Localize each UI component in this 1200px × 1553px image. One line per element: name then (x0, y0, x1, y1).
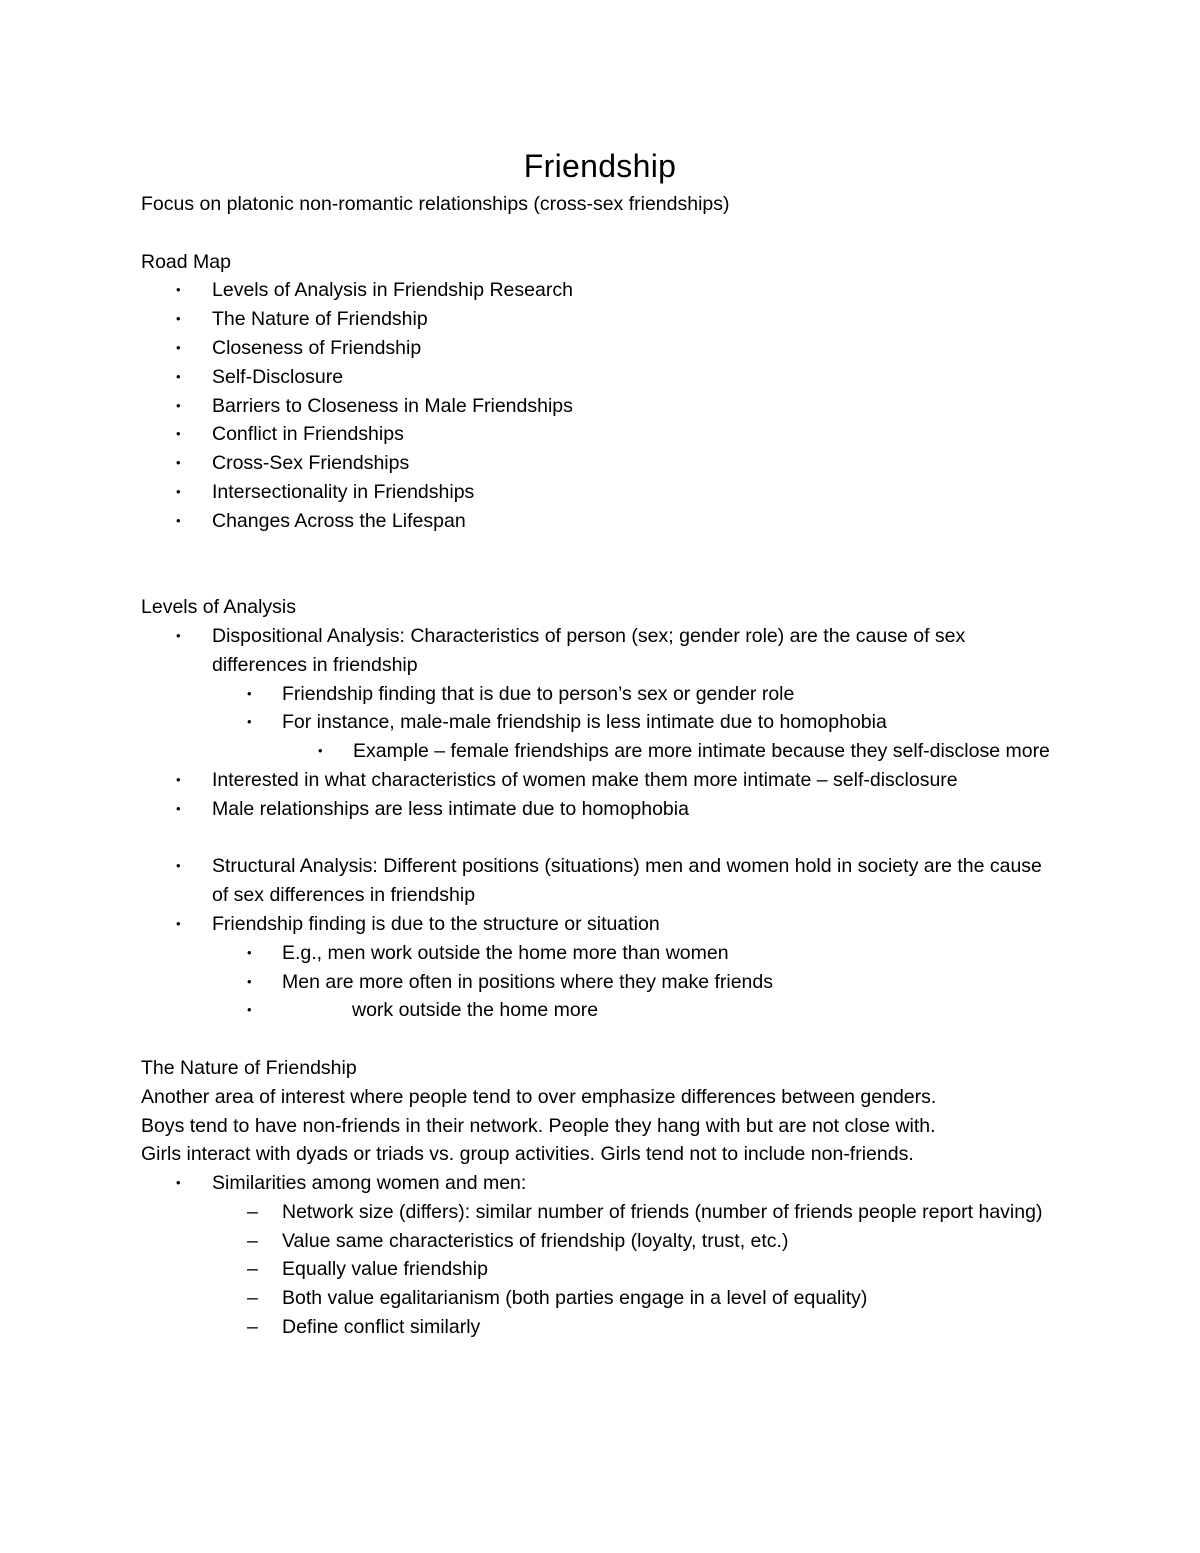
roadmap-list (141, 276, 1061, 535)
roadmap-item: • Barriers to Closeness in Male Friendships (141, 392, 1061, 421)
roadmap-item: • Self-Disclosure (141, 363, 1061, 392)
bullet-icon: • (176, 627, 181, 643)
similarities-subitem: – Both value egalitarianism (both parties engage in a level of equality) (141, 1284, 1061, 1313)
similarities-subitem: – Equally value friendship (141, 1255, 1061, 1284)
bullet-icon: • (176, 915, 181, 931)
levels-item: • Male relationships are less intimate due to homophobia (141, 795, 1061, 824)
nature-paragraph: Girls interact with dyads or triads vs. group activities. Girls tend not to include non-friends. (141, 1143, 914, 1166)
bullet-icon: • (247, 973, 252, 989)
similarities-subitem: – Define conflict similarly (141, 1313, 1061, 1342)
nature-heading: The Nature of Friendship (141, 1056, 357, 1079)
dash-icon: – (247, 1229, 258, 1252)
bullet-icon: • (176, 339, 181, 355)
dash-icon: – (247, 1258, 258, 1281)
similarities-subitem: – Value same characteristics of friendship (loyalty, trust, etc.) (141, 1227, 1061, 1256)
bullet-icon: • (176, 858, 181, 874)
roadmap-heading: Road Map (141, 250, 231, 273)
bullet-icon: • (176, 1175, 181, 1191)
bullet-icon: • (176, 512, 181, 528)
blank-line (141, 824, 1061, 853)
structural-list (141, 852, 1061, 1025)
dash-icon: – (247, 1316, 258, 1339)
bullet-icon: • (247, 1002, 252, 1018)
page-title: Friendship (523, 148, 677, 184)
nature-paragraph: Another area of interest where people tend to over emphasize differences between genders. (141, 1085, 937, 1108)
bullet-icon: • (176, 426, 181, 442)
levels-item: • Interested in what characteristics of women make them more intimate – self-disclosure (141, 766, 1061, 795)
dash-icon: – (247, 1287, 258, 1310)
blank-line (141, 1025, 1061, 1054)
bullet-icon: • (176, 483, 181, 499)
levels-heading: Levels of Analysis (141, 596, 297, 619)
structural-subitem: • Men are more often in positions where they make friends (141, 968, 1061, 997)
bullet-icon: • (176, 311, 181, 327)
bullet-icon: • (247, 685, 252, 701)
nature-list (141, 1169, 1061, 1342)
roadmap-item: • Closeness of Friendship (141, 334, 1061, 363)
bullet-icon: • (247, 714, 252, 730)
dash-icon: – (247, 1200, 258, 1223)
roadmap-item: • The Nature of Friendship (141, 305, 1061, 334)
similarities-subitem: – Network size (differs): similar number of friends (number of friends people report having) (141, 1198, 1061, 1227)
structural-subitem: • work outside the home more (141, 996, 1061, 1025)
subtitle: Focus on platonic non-romantic relationships (cross-sex friendships) (141, 193, 730, 215)
roadmap-item: • Levels of Analysis in Friendship Research (141, 276, 1061, 305)
bullet-icon: • (176, 397, 181, 413)
bullet-icon: • (176, 771, 181, 787)
roadmap-item: • Cross-Sex Friendships (141, 449, 1061, 478)
dispositional-item: • Dispositional Analysis: Characteristics of person (sex; gender role) are the cause of sex differences in friendship (141, 622, 1061, 680)
bullet-icon: • (176, 368, 181, 384)
bullet-icon: • (247, 944, 252, 960)
levels-list (141, 622, 1061, 824)
similarities-item: • Similarities among women and men: (141, 1169, 1061, 1198)
bullet-icon: • (176, 282, 181, 298)
document-body (141, 190, 1061, 1342)
bullet-icon: • (176, 800, 181, 816)
dispositional-subitem: • For instance, male-male friendship is less intimate due to homophobia (141, 708, 1061, 737)
bullet-icon: • (318, 743, 323, 759)
dispositional-subitem: • Friendship finding that is due to person’s sex or gender role (141, 680, 1061, 709)
nature-paragraph: Boys tend to have non-friends in their network. People they hang with but are not close with. (141, 1114, 936, 1137)
structural-item: • Structural Analysis: Different positions (situations) men and women hold in society are the cause of sex differences in friendship (141, 852, 1061, 910)
roadmap-item: • Conflict in Friendships (141, 420, 1061, 449)
roadmap-item: • Changes Across the Lifespan (141, 507, 1061, 536)
bullet-icon: • (176, 455, 181, 471)
blank-line (141, 536, 1061, 594)
structural-item: • Friendship finding is due to the structure or situation (141, 910, 1061, 939)
blank-line (141, 219, 1061, 248)
dispositional-example: • Example – female friendships are more intimate because they self-disclose more (141, 737, 1061, 766)
structural-subitem: • E.g., men work outside the home more than women (141, 939, 1061, 968)
roadmap-item: • Intersectionality in Friendships (141, 478, 1061, 507)
